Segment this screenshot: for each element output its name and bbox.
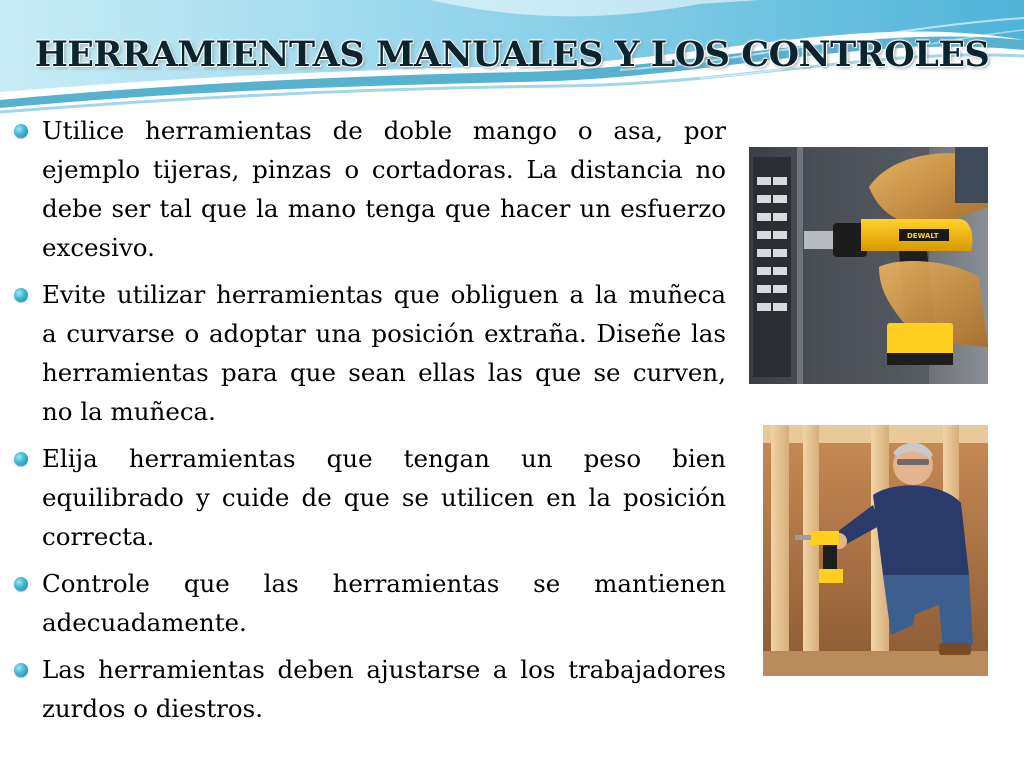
bullet-dot-icon (14, 452, 28, 466)
cordless-drill-photo (749, 147, 988, 384)
slide-title: HERRAMIENTAS MANUALES Y LOS CONTROLES (34, 34, 990, 75)
brand-text: DEWALT (907, 232, 939, 240)
bullet-dot-icon (14, 577, 28, 591)
bullet-item (12, 650, 726, 728)
bullet-dot-icon (14, 288, 28, 302)
bullet-text: Utilice herramientas de doble mango o asa, por ejemplo tijeras, pinzas o cortadoras. La distancia no debe ser tal que la mano tenga que hacer un esfuerzo excesivo. (42, 116, 726, 262)
bullet-text: Las herramientas deben ajustarse a los trabajadores zurdos o diestros. (42, 655, 726, 723)
bullet-list (12, 111, 726, 736)
bullet-text: Elija herramientas que tengan un peso bien equilibrado y cuide de que se utilicen en la posición correcta. (42, 444, 726, 551)
worker-drilling-framing-photo (763, 425, 988, 676)
bullet-item (12, 111, 726, 267)
bullet-item (12, 275, 726, 431)
bullet-text: Evite utilizar herramientas que obliguen a la muñeca a curvarse o adoptar una posición extraña. Diseñe las herramientas para que sean ellas las que se curven, no la muñeca. (42, 280, 726, 426)
bullet-dot-icon (14, 124, 28, 138)
bullet-text: Controle que las herramientas se mantienen adecuadamente. (42, 569, 726, 637)
bullet-item (12, 439, 726, 556)
bullet-dot-icon (14, 663, 28, 677)
bullet-item (12, 564, 726, 642)
